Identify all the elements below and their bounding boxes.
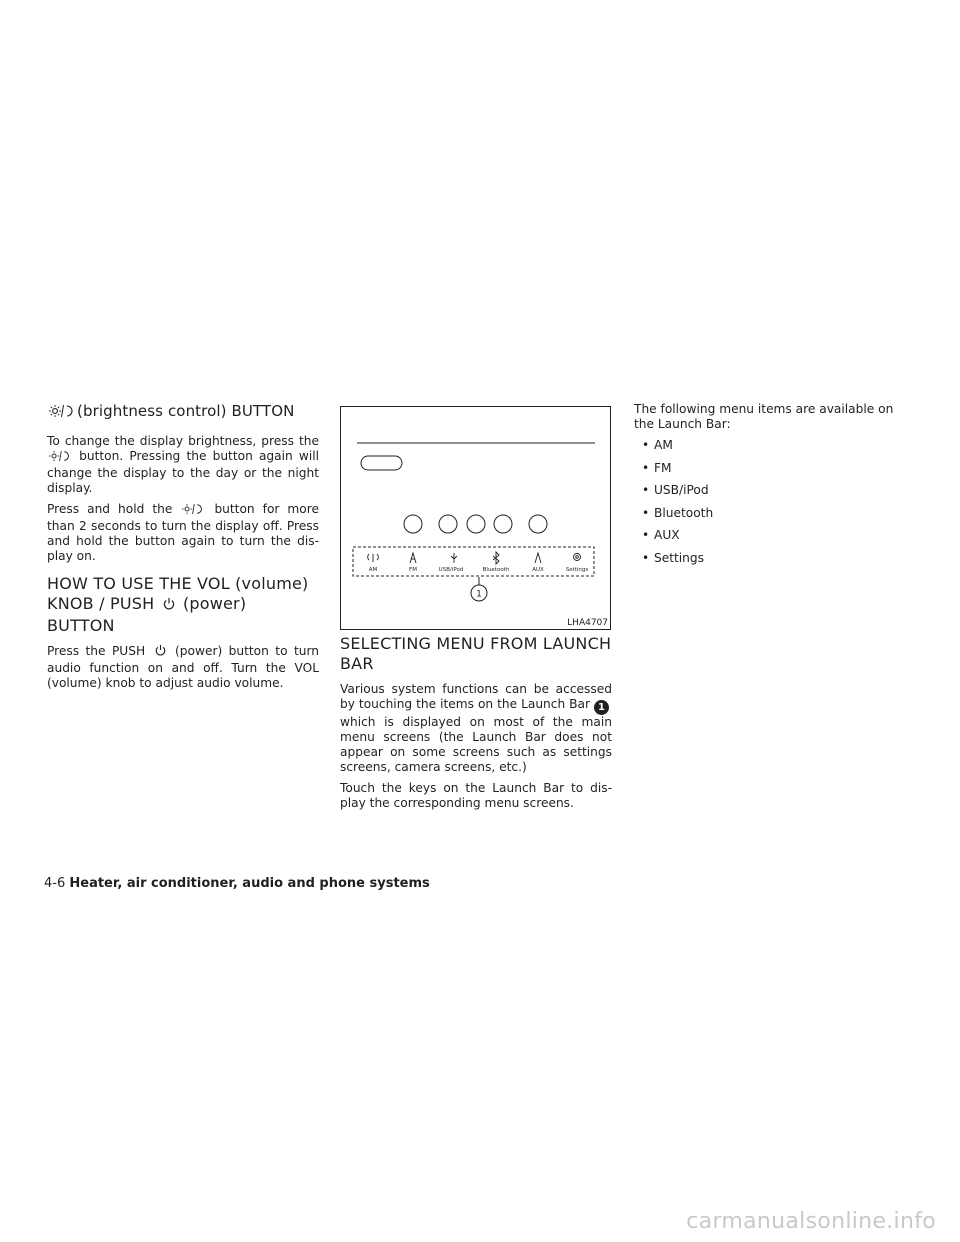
list-item-label: Settings [654, 550, 704, 565]
vol-p-text-a: Press the PUSH [47, 644, 146, 658]
vol-heading-text-b: (power) BUTTON [47, 594, 247, 635]
middle-column [340, 634, 612, 817]
launch-item-settings: Settings [565, 567, 589, 573]
brightness-heading-text: (brightness control) BUTTON [77, 402, 295, 420]
preset-circles [404, 515, 547, 533]
preset-circle [467, 515, 485, 533]
am-icon [368, 554, 379, 562]
preset-circle [404, 515, 422, 533]
gear-icon [574, 554, 581, 561]
brightness-p2-text-b: button for more than 2 seconds to turn the display off. Press and hold the button again to turn the dis-play on. [47, 502, 320, 563]
list-item-label: AUX [654, 528, 680, 542]
figure-code: LHA4707 [567, 618, 608, 628]
power-icon [154, 644, 167, 661]
right-column [634, 402, 906, 573]
brightness-p2-text-a: Press and hold the [47, 502, 173, 516]
usb-icon [451, 553, 457, 563]
pill-button [361, 456, 402, 470]
section-title: Heater, air conditioner, audio and phone systems [69, 876, 430, 891]
list-item: • Settings [642, 550, 704, 565]
launch-item-bluetooth: Bluetooth [482, 567, 510, 573]
preset-circle [529, 515, 547, 533]
brightness-p1-text-a: To change the display brightness, press the [47, 434, 319, 448]
launch-item-aux: AUX [532, 567, 544, 573]
brightness-p1-text-b: button. Pressing the button again will change the display to the day or the night display. [47, 449, 319, 495]
callout-number: 1 [476, 589, 482, 600]
launch-item-fm: FM [409, 567, 417, 573]
brightness-icon [49, 450, 71, 466]
launch-p1-text-a: Various system functions can be accessed by touching the items on the Launch Bar [340, 682, 612, 711]
preset-circle [494, 515, 512, 533]
list-item: • AUX [642, 528, 680, 542]
launch-p1-text-b: which is displayed on most of the main menu screens (the Launch Bar does not appear on some screens such as settings screens, camera screens, etc.) [340, 715, 612, 774]
list-item: • USB/iPod [642, 483, 709, 497]
vol-p-text-b: (power) button to turn audio function on and off. Turn the VOL (volume) knob to adjust audio volume. [47, 644, 320, 690]
left-column [47, 402, 319, 697]
list-item-label: USB/iPod [654, 483, 709, 497]
brightness-icon [49, 404, 75, 422]
brightness-icon [182, 503, 204, 519]
vol-heading [47, 574, 319, 636]
page-footer [44, 876, 430, 891]
list-item: • AM [642, 438, 673, 452]
fm-icon [410, 553, 416, 563]
brightness-paragraph-2 [47, 502, 319, 564]
callout-badge: 1 [594, 700, 609, 715]
screen-illustration [341, 407, 610, 629]
menu-items-list [634, 438, 906, 566]
list-item: • FM [642, 460, 672, 475]
list-item-label: Bluetooth [654, 505, 714, 520]
vol-paragraph [47, 644, 319, 691]
launch-bar-figure [340, 406, 611, 630]
vol-heading-text-a: HOW TO USE THE VOL (volume) KNOB / PUSH [47, 574, 309, 613]
brightness-paragraph-1 [47, 434, 319, 496]
launch-item-usb: USB/iPod [438, 567, 464, 573]
page-number: 4-6 [44, 876, 66, 891]
brightness-heading [47, 402, 319, 422]
preset-circle [439, 515, 457, 533]
bluetooth-icon [493, 552, 499, 564]
watermark: carmanualsonline.info [686, 1209, 936, 1234]
aux-icon [535, 553, 541, 563]
power-icon [162, 596, 176, 616]
launch-bar-heading: SELECTING MENU FROM LAUNCH BAR [340, 634, 612, 673]
list-item-label: FM [654, 460, 672, 475]
launch-item-am: AM [368, 567, 378, 573]
launch-bar-outline [353, 547, 594, 576]
launch-bar-paragraph-2: Touch the keys on the Launch Bar to dis-play the corresponding menu screens. [340, 781, 612, 810]
list-item-label: AM [654, 438, 673, 452]
launch-bar-paragraph-1 [340, 682, 612, 775]
list-item: • Bluetooth [642, 505, 714, 520]
menu-items-intro: The following menu items are available on the Launch Bar: [634, 402, 894, 431]
